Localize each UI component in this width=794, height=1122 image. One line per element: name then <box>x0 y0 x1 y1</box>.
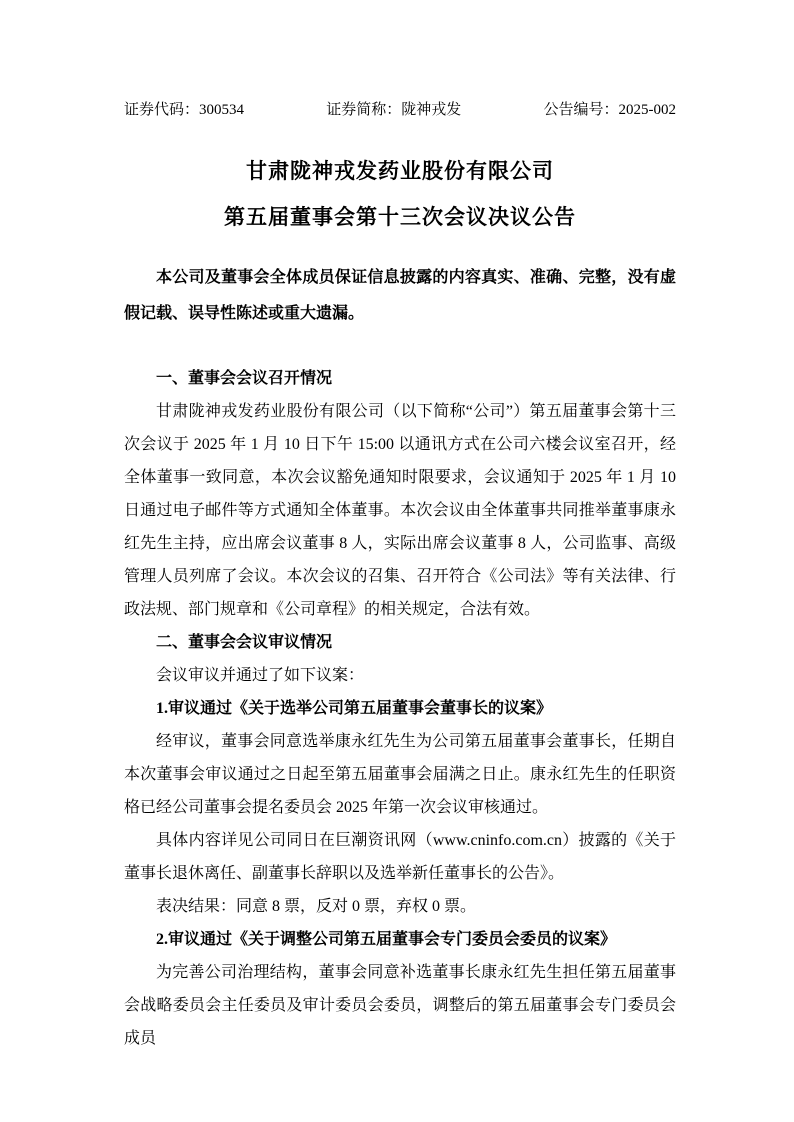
section1-heading: 一、董事会会议召开情况 <box>156 370 333 387</box>
item1-paragraph2: 具体内容详见公司同日在巨潮资讯网（www.cninfo.com.cn）披露的《关于董事长退休离任、副董事长辞职以及选举新任董事长的公告》。 <box>124 832 676 882</box>
section2-intro: 会议审议并通过了如下议案： <box>156 667 365 684</box>
company-name-title: 甘肃陇神戎发药业股份有限公司 <box>246 159 554 183</box>
item2-paragraph1: 为完善公司治理结构，董事会同意补选董事长康永红先生担任第五届董事会战略委员会主任委员及审计委员会委员，调整后的第五届董事会专门委员会成员 <box>124 964 676 1047</box>
section2-heading: 二、董事会会议审议情况 <box>156 634 333 651</box>
item1-paragraph1: 经审议，董事会同意选举康永红先生为公司第五届董事会董事长，任期自本次董事会审议通过之日起至第五届董事会届满之日止。康永红先生的任职资格已经公司董事会提名委员会 2025 年第一次会议审核通过。 <box>124 733 676 816</box>
doc-header <box>124 98 676 122</box>
stock-short-name: 证券简称：陇神戎发 <box>326 102 462 118</box>
item2-heading: 2.审议通过《关于调整公司第五届董事会专门委员会委员的议案》 <box>156 931 617 948</box>
section1-paragraph: 甘肃陇神戎发药业股份有限公司（以下简称“公司”）第五届董事会第十三次会议于 2025 年 1 月 10 日下午 15:00 以通讯方式在公司六楼会议室召开，经全体董事一致同意，本次会议豁免通知时限要求，会议通知于 2025 年 1 月 10 日通过电子邮件等方式通知全体董事。本次会议由全体董事共同推举董事康永红先生主持，应出席会议董事 8 人，实际出席会议董事 8 人，公司监事、高级管理人员列席了会议。本次会议的召集、召开符合《公司法》等有关法律、行政法规、部门规章和《公司章程》的相关规定，合法有效。 <box>124 403 676 618</box>
resolution-announcement-title: 第五届董事会第十三次会议决议公告 <box>224 205 576 229</box>
item1-vote-result: 表决结果：同意 8 票，反对 0 票，弃权 0 票。 <box>156 898 477 915</box>
announcement-number: 公告编号：2025-002 <box>543 102 676 118</box>
disclaimer-paragraph: 本公司及董事会全体成员保证信息披露的内容真实、准确、完整，没有虚假记载、误导性陈述或重大遗漏。 <box>124 269 676 322</box>
stock-code: 证券代码：300534 <box>124 102 245 118</box>
item1-heading: 1.审议通过《关于选举公司第五届董事会董事长的议案》 <box>156 700 553 717</box>
